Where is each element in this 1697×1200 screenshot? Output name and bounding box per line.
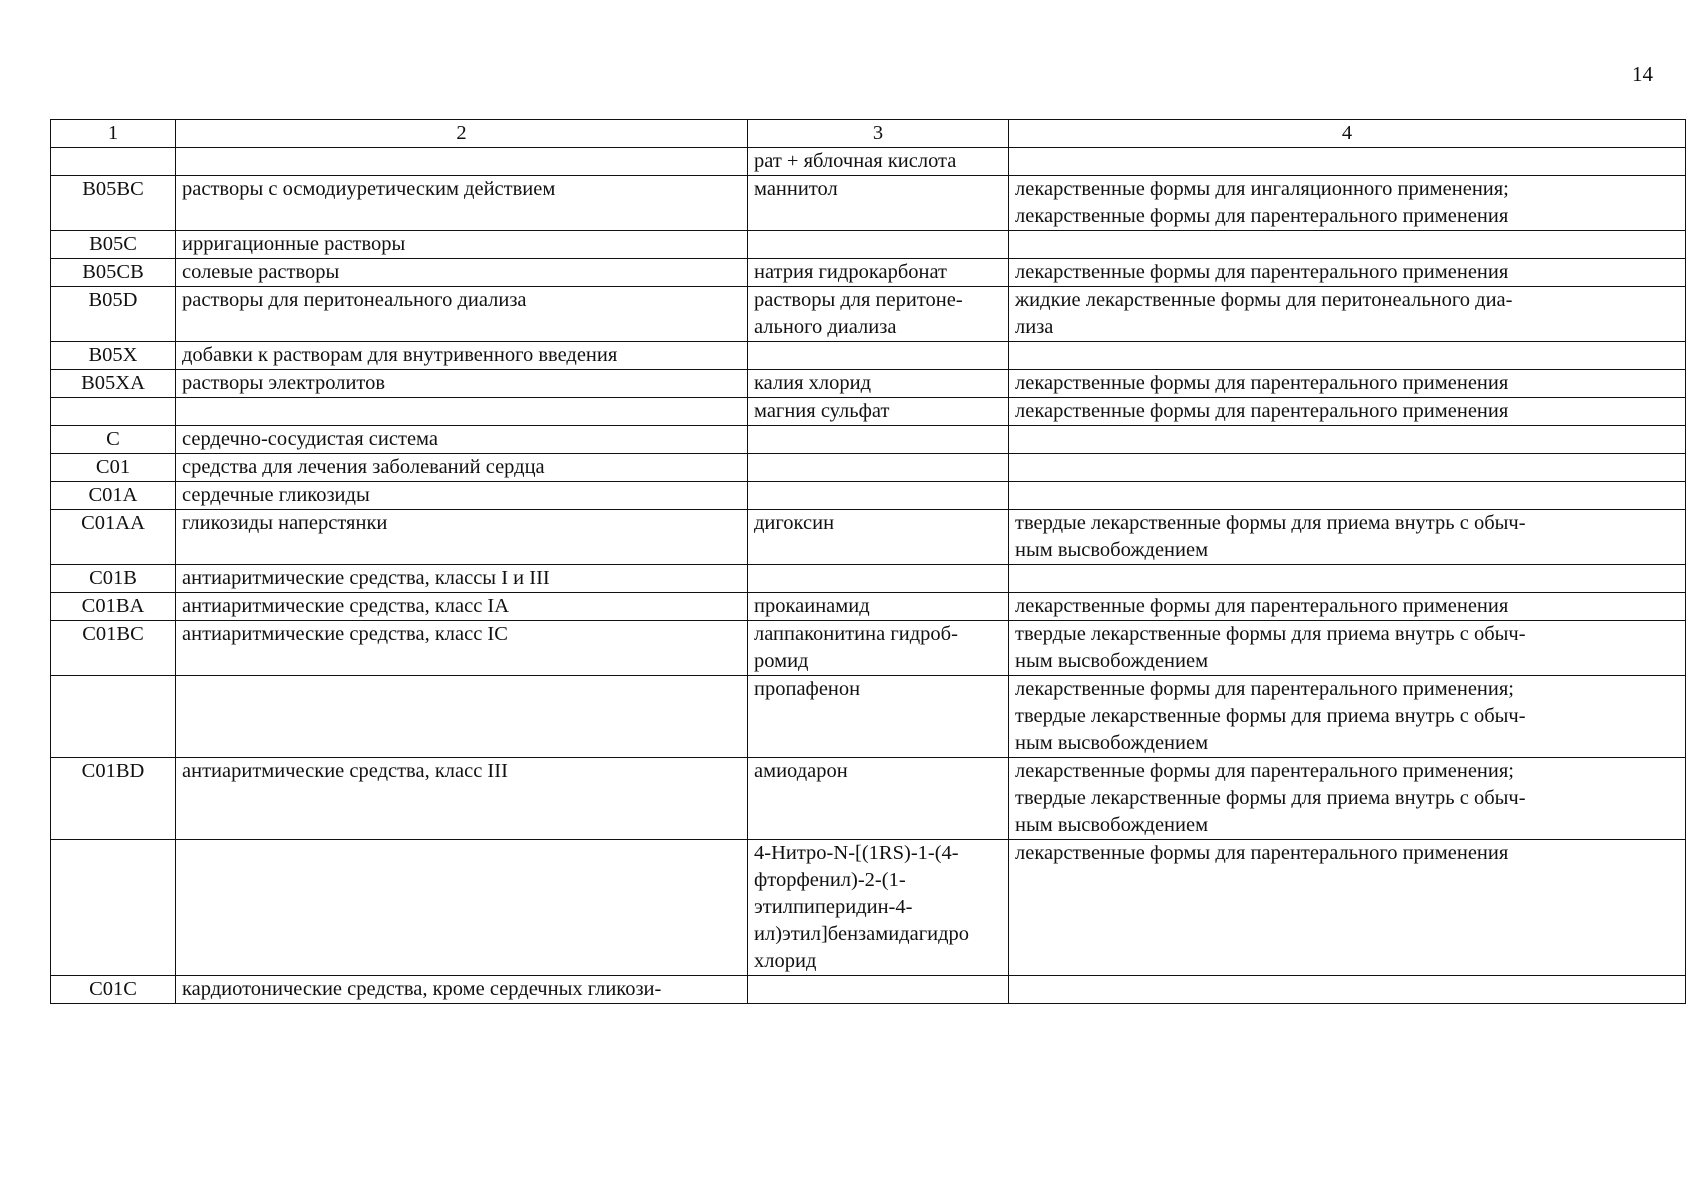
table-row: [51, 259, 1686, 287]
drug-name-cell: [748, 482, 1009, 510]
drug-name-cell: [748, 342, 1009, 370]
page-number: 14: [1632, 62, 1653, 86]
drug-name-cell: [748, 426, 1009, 454]
header-col-3: 3: [748, 120, 1009, 148]
dosage-form-cell: [1009, 426, 1686, 454]
group-name-cell: [176, 840, 748, 976]
drug-name-cell: рат + яблочная кислота: [748, 148, 1009, 176]
atc-code-cell: C01AA: [51, 510, 176, 565]
table-header: [51, 120, 1686, 148]
atc-code-cell: [51, 676, 176, 758]
atc-code-cell: B05X: [51, 342, 176, 370]
atc-code-cell: C01A: [51, 482, 176, 510]
atc-code-cell: C01C: [51, 976, 176, 1004]
dosage-form-cell: лекарственные формы для парентерального применения; твердые лекарственные формы для приема внутрь с обыч- ным высвобождением: [1009, 758, 1686, 840]
drug-name-cell: пропафенон: [748, 676, 1009, 758]
group-name-cell: добавки к растворам для внутривенного введения: [176, 342, 748, 370]
table-row: [51, 510, 1686, 565]
drug-name-cell: 4-Нитро-N-[(1RS)-1-(4- фторфенил)-2-(1- этилпиперидин-4- ил)этил]бензамидагидро хлорид: [748, 840, 1009, 976]
atc-code-cell: C01BC: [51, 621, 176, 676]
group-name-cell: сердечные гликозиды: [176, 482, 748, 510]
header-col-1: 1: [51, 120, 176, 148]
atc-code-cell: [51, 148, 176, 176]
table-row: [51, 840, 1686, 976]
dosage-form-cell: лекарственные формы для парентерального применения: [1009, 593, 1686, 621]
table-row: [51, 148, 1686, 176]
dosage-form-cell: лекарственные формы для ингаляционного применения; лекарственные формы для парентерального применения: [1009, 176, 1686, 231]
atc-code-cell: B05XA: [51, 370, 176, 398]
dosage-form-cell: твердые лекарственные формы для приема внутрь с обыч- ным высвобождением: [1009, 510, 1686, 565]
atc-code-cell: B05CB: [51, 259, 176, 287]
drug-name-cell: маннитол: [748, 176, 1009, 231]
group-name-cell: растворы электролитов: [176, 370, 748, 398]
table-row: [51, 758, 1686, 840]
dosage-form-cell: лекарственные формы для парентерального применения: [1009, 840, 1686, 976]
atc-code-cell: B05C: [51, 231, 176, 259]
group-name-cell: растворы с осмодиуретическим действием: [176, 176, 748, 231]
atc-code-cell: [51, 840, 176, 976]
atc-code-cell: B05D: [51, 287, 176, 342]
dosage-form-cell: лекарственные формы для парентерального применения: [1009, 259, 1686, 287]
table-row: [51, 482, 1686, 510]
dosage-form-cell: [1009, 342, 1686, 370]
dosage-form-cell: твердые лекарственные формы для приема внутрь с обыч- ным высвобождением: [1009, 621, 1686, 676]
atc-code-cell: C01BA: [51, 593, 176, 621]
group-name-cell: растворы для перитонеального диализа: [176, 287, 748, 342]
atc-code-cell: [51, 398, 176, 426]
dosage-form-cell: [1009, 565, 1686, 593]
table-row: [51, 565, 1686, 593]
dosage-form-cell: [1009, 976, 1686, 1004]
group-name-cell: антиаритмические средства, класс IA: [176, 593, 748, 621]
dosage-form-cell: лекарственные формы для парентерального применения: [1009, 398, 1686, 426]
drug-name-cell: [748, 565, 1009, 593]
group-name-cell: [176, 676, 748, 758]
dosage-form-cell: жидкие лекарственные формы для перитонеального диа- лиза: [1009, 287, 1686, 342]
group-name-cell: антиаритмические средства, класс III: [176, 758, 748, 840]
dosage-form-cell: лекарственные формы для парентерального применения; твердые лекарственные формы для приема внутрь с обыч- ным высвобождением: [1009, 676, 1686, 758]
table-row: [51, 976, 1686, 1004]
group-name-cell: ирригационные растворы: [176, 231, 748, 259]
atc-code-cell: C01B: [51, 565, 176, 593]
table-row: [51, 370, 1686, 398]
group-name-cell: сердечно-сосудистая система: [176, 426, 748, 454]
dosage-form-cell: [1009, 482, 1686, 510]
drug-name-cell: магния сульфат: [748, 398, 1009, 426]
drug-name-cell: амиодарон: [748, 758, 1009, 840]
dosage-form-cell: лекарственные формы для парентерального применения: [1009, 370, 1686, 398]
group-name-cell: [176, 148, 748, 176]
drug-name-cell: [748, 231, 1009, 259]
drug-name-cell: натрия гидрокарбонат: [748, 259, 1009, 287]
drug-name-cell: растворы для перитоне- ального диализа: [748, 287, 1009, 342]
table-row: [51, 176, 1686, 231]
header-row: [51, 120, 1686, 148]
dosage-form-cell: [1009, 231, 1686, 259]
table-row: [51, 593, 1686, 621]
table-row: [51, 398, 1686, 426]
table-row: [51, 342, 1686, 370]
drug-name-cell: калия хлорид: [748, 370, 1009, 398]
header-col-2: 2: [176, 120, 748, 148]
table-row: [51, 426, 1686, 454]
group-name-cell: антиаритмические средства, класс IC: [176, 621, 748, 676]
atc-drug-table: [50, 119, 1686, 1004]
group-name-cell: средства для лечения заболеваний сердца: [176, 454, 748, 482]
group-name-cell: [176, 398, 748, 426]
drug-name-cell: дигоксин: [748, 510, 1009, 565]
dosage-form-cell: [1009, 148, 1686, 176]
table-row: [51, 231, 1686, 259]
header-col-4: 4: [1009, 120, 1686, 148]
drug-name-cell: [748, 454, 1009, 482]
group-name-cell: солевые растворы: [176, 259, 748, 287]
atc-code-cell: C01: [51, 454, 176, 482]
drug-name-cell: прокаинамид: [748, 593, 1009, 621]
table-row: [51, 454, 1686, 482]
group-name-cell: гликозиды наперстянки: [176, 510, 748, 565]
drug-name-cell: лаппаконитина гидроб- ромид: [748, 621, 1009, 676]
group-name-cell: кардиотонические средства, кроме сердечных гликози-: [176, 976, 748, 1004]
atc-code-cell: C: [51, 426, 176, 454]
dosage-form-cell: [1009, 454, 1686, 482]
drug-name-cell: [748, 976, 1009, 1004]
group-name-cell: антиаритмические средства, классы I и III: [176, 565, 748, 593]
table-body: [51, 148, 1686, 1004]
atc-code-cell: B05BC: [51, 176, 176, 231]
atc-code-cell: C01BD: [51, 758, 176, 840]
table-row: [51, 621, 1686, 676]
table-row: [51, 676, 1686, 758]
table-row: [51, 287, 1686, 342]
